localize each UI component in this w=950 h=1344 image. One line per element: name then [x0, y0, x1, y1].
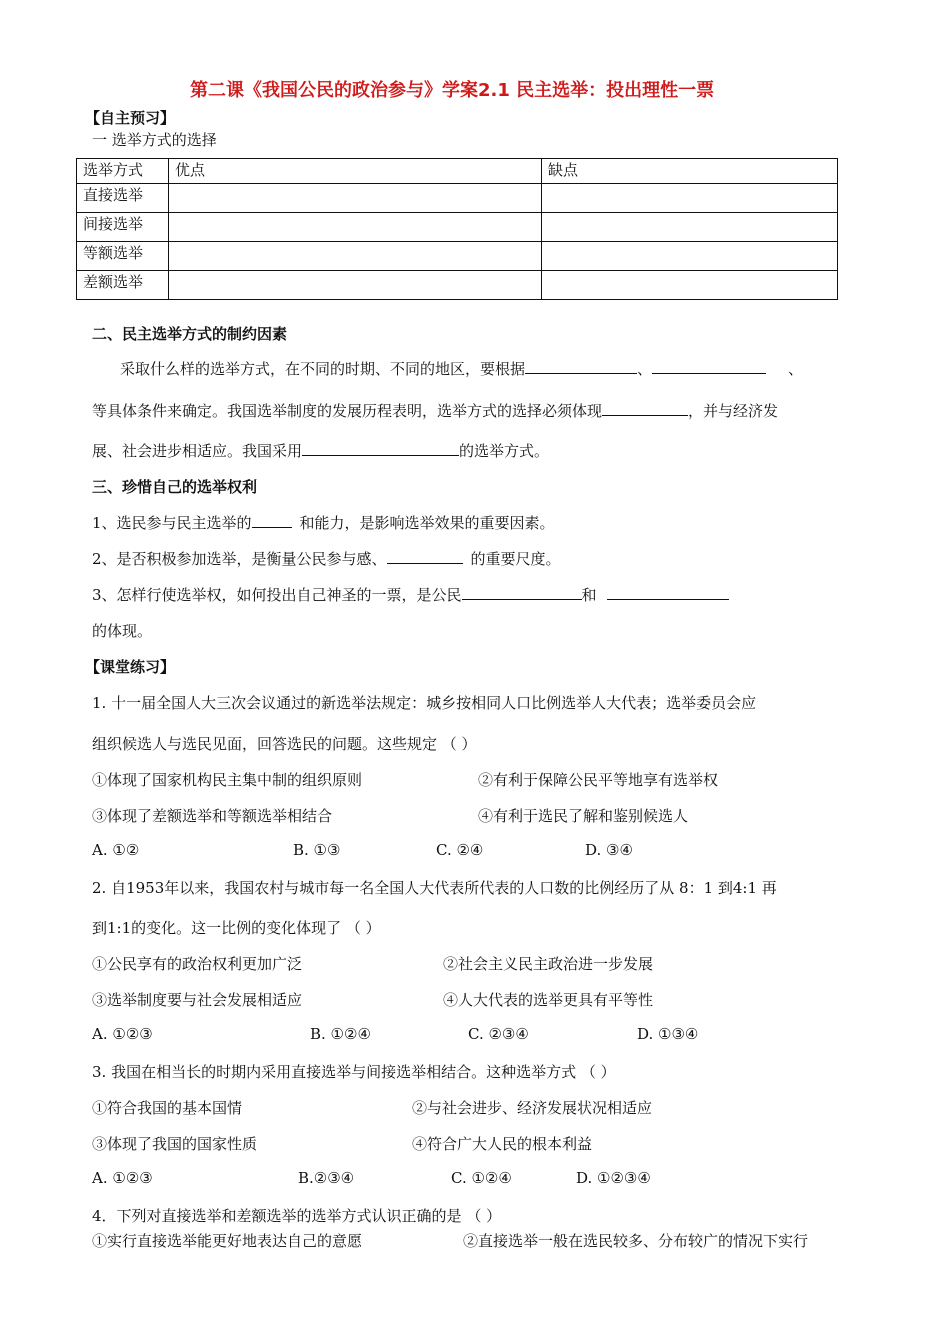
fill-blank[interactable]	[602, 400, 688, 416]
text: 展、社会进步相适应。我国采用	[92, 442, 303, 460]
answer-choice-c[interactable]: C. ②③④	[468, 1025, 529, 1043]
text: 1、选民参与民主选举的	[92, 514, 252, 532]
question-stem: 到1:1的变化。这一比例的变化体现了 （ ）	[92, 919, 381, 937]
answer-choice-b[interactable]: B.②③④	[298, 1169, 355, 1187]
text: 和	[581, 586, 597, 604]
section3-q3-end: 的体现。	[92, 622, 153, 640]
question-option: ④符合广大人民的根本利益	[412, 1135, 593, 1153]
section3-q3	[92, 584, 729, 605]
table-row-label: 间接选举	[77, 213, 169, 242]
table-row-label: 等额选举	[77, 242, 169, 271]
text: 和能力，是影响选举效果的重要因素。	[299, 514, 555, 532]
answer-cell[interactable]	[169, 184, 542, 213]
answer-choice-a[interactable]: A. ①②③	[92, 1025, 153, 1043]
table-row	[77, 242, 838, 271]
section3-title: 三、珍惜自己的选举权利	[92, 478, 258, 496]
fill-blank[interactable]	[252, 512, 292, 528]
table-header-row	[77, 159, 838, 184]
question-option: ②直接选举一般在选民较多、分布较广的情况下实行	[463, 1232, 809, 1250]
fill-blank[interactable]	[652, 358, 766, 374]
table-header-cell: 优点	[169, 159, 542, 184]
question-option: ①体现了国家机构民主集中制的组织原则	[92, 771, 363, 789]
question-option: ③体现了差额选举和等额选举相结合	[92, 807, 333, 825]
table-header-cell: 缺点	[542, 159, 838, 184]
fill-blank[interactable]	[387, 548, 463, 564]
question-option: ①实行直接选举能更好地表达自己的意愿	[92, 1232, 363, 1250]
question-option: ④有利于选民了解和鉴别候选人	[478, 807, 689, 825]
section2-line2	[92, 400, 778, 421]
text: 2、是否积极参加选举，是衡量公民参与感、	[92, 550, 387, 568]
answer-choice-a[interactable]: A. ①②	[92, 841, 140, 859]
answer-choice-b[interactable]: B. ①②④	[310, 1025, 371, 1043]
text: 的重要尺度。	[470, 550, 561, 568]
question-option: ②与社会进步、经济发展状况相适应	[412, 1099, 653, 1117]
question-option: ①符合我国的基本国情	[92, 1099, 243, 1117]
answer-choice-d[interactable]: D. ①②③④	[576, 1169, 651, 1187]
page-title: 第二课《我国公民的政治参与》学案2.1 民主选举：投出理性一票	[190, 80, 715, 101]
answer-cell[interactable]	[169, 271, 542, 300]
preview-heading: 【自主预习】	[85, 109, 176, 127]
text: ，并与经济发	[688, 402, 779, 420]
section1-title: 一 选举方式的选择	[92, 131, 217, 149]
question-stem: 3. 我国在相当长的时期内采用直接选举与间接选举相结合。这种选举方式 （ ）	[92, 1063, 616, 1081]
fill-blank[interactable]	[607, 584, 729, 600]
question-stem: 4．下列对直接选举和差额选举的选举方式认识正确的是 （ ）	[92, 1207, 502, 1225]
table-row	[77, 184, 838, 213]
question-stem: 组织候选人与选民见面，回答选民的问题。这些规定 （ ）	[92, 735, 477, 753]
question-option: ②有利于保障公民平等地享有选举权	[478, 771, 719, 789]
fill-blank[interactable]	[302, 440, 459, 456]
answer-choice-d[interactable]: D. ①③④	[637, 1025, 699, 1043]
answer-cell[interactable]	[169, 242, 542, 271]
answer-choice-b[interactable]: B. ①③	[293, 841, 341, 859]
answer-choice-c[interactable]: C. ②④	[436, 841, 484, 859]
answer-cell[interactable]	[169, 213, 542, 242]
question-option: ④人大代表的选举更具有平等性	[443, 991, 654, 1009]
answer-cell[interactable]	[542, 271, 838, 300]
answer-cell[interactable]	[542, 213, 838, 242]
separator: 、	[637, 360, 653, 378]
question-option: ②社会主义民主政治进一步发展	[443, 955, 654, 973]
section3-q1	[92, 512, 555, 533]
table-row	[77, 271, 838, 300]
section2-line1	[120, 358, 803, 379]
question-stem: 2. 自1953年以来，我国农村与城市每一名全国人大代表所代表的人口数的比例经历了从 8：1 到4:1 再	[92, 879, 777, 897]
text: 3、怎样行使选举权，如何投出自己神圣的一票，是公民	[92, 586, 462, 604]
section3-q2	[92, 548, 561, 569]
question-option: ③体现了我国的国家性质	[92, 1135, 258, 1153]
answer-cell[interactable]	[542, 184, 838, 213]
election-method-table	[76, 158, 838, 300]
table-row	[77, 213, 838, 242]
text: 采取什么样的选举方式，在不同的时期、不同的地区，要根据	[120, 360, 526, 378]
answer-choice-c[interactable]: C. ①②④	[451, 1169, 512, 1187]
section2-line3	[92, 440, 549, 461]
text: 的选举方式。	[459, 442, 550, 460]
question-option: ③选举制度要与社会发展相适应	[92, 991, 303, 1009]
table-row-label: 直接选举	[77, 184, 169, 213]
fill-blank[interactable]	[462, 584, 582, 600]
table-header-cell: 选举方式	[77, 159, 169, 184]
fill-blank[interactable]	[525, 358, 637, 374]
section2-title: 二、民主选举方式的制约因素	[92, 325, 288, 343]
text: 等具体条件来确定。我国选举制度的发展历程表明，选举方式的选择必须体现	[92, 402, 603, 420]
table-row-label: 差额选举	[77, 271, 169, 300]
practice-heading: 【课堂练习】	[85, 658, 176, 676]
question-option: ①公民享有的政治权利更加广泛	[92, 955, 303, 973]
separator: 、	[788, 360, 804, 378]
question-stem: 1. 十一届全国人大三次会议通过的新选举法规定：城乡按相同人口比例选举人大代表；选举委员会应	[92, 694, 757, 712]
answer-choice-a[interactable]: A. ①②③	[92, 1169, 153, 1187]
answer-cell[interactable]	[542, 242, 838, 271]
answer-choice-d[interactable]: D. ③④	[585, 841, 633, 859]
